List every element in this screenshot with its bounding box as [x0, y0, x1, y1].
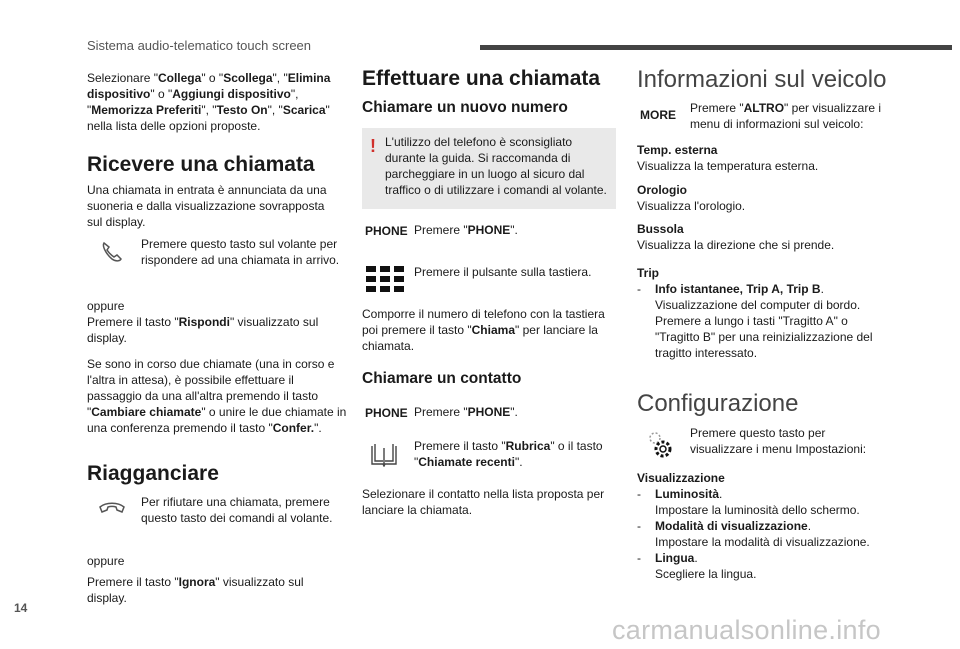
hangup-title: Riagganciare [87, 462, 219, 485]
answer-wheel-text: Premere questo tasto sul volante per rispondere ad una chiamata in arrivo. [141, 237, 340, 267]
warning-box [362, 128, 616, 209]
press-phone-text-2: Premere "PHONE". [414, 405, 518, 419]
rubrica-text: Premere il tasto "Rubrica" o il tasto "Chiamate recenti". [414, 439, 603, 469]
clock-title: Orologio [637, 183, 687, 197]
two-calls-text: Se sono in corso due chiamate (una in corso e l'altra in attesa), è possibile effettuare il passaggio da una all'altra premendo il tasto "Cambiare chiamate" o unire le due chiamate in una conferenza premendo il tasto "Confer.". [87, 357, 347, 435]
receive-call-text: Una chiamata in entrata è annunciata da una suoneria e dalla visualizzazione sovrapposta sul display. [87, 183, 327, 229]
compass-block [637, 221, 887, 253]
warning-icon: ! [370, 136, 376, 156]
make-call-title: Effettuare una chiamata [362, 67, 601, 90]
contact-subtitle: Chiamare un contatto [362, 370, 522, 387]
trip-title: Trip [637, 266, 660, 280]
warning-text: L'utilizzo del telefono è sconsigliato durante la guida. Si raccomanda di parcheggiare in un luogo al sicuro dal traffico o di utilizzare i comandi al volante. [385, 135, 607, 197]
hangup-icon [98, 500, 126, 518]
temp-title: Temp. esterna [637, 143, 718, 157]
press-phone-text: Premere "PHONE". [414, 223, 518, 237]
display-title: Visualizzazione [637, 471, 725, 485]
more-key-icon: MORE [640, 108, 676, 122]
vehicle-info-title: Informazioni sul veicolo [637, 66, 887, 93]
header-bar [480, 45, 952, 50]
running-header: Sistema audio-telematico touch screen [87, 38, 312, 53]
watermark: carmanualsonline.info [612, 615, 881, 645]
ignora-text: Premere il tasto "Ignora" visualizzato sul display. [87, 575, 304, 605]
new-number-subtitle: Chiamare un nuovo numero [362, 99, 568, 116]
rispondi-text: Premere il tasto "Rispondi" visualizzato sul display. [87, 315, 319, 345]
display-block [637, 470, 907, 582]
intro-paragraph: Selezionare "Collega" o "Scollega", "Elimina dispositivo" o "Aggiungi dispositivo", "Memorizza Preferiti", "Testo On", "Scarica" nella lista delle opzioni proposte. [87, 71, 331, 133]
oppure-label: oppure [87, 299, 125, 313]
display-item-language: - Lingua. Scegliere la lingua. [637, 551, 757, 581]
steering-wheel-answer-icon [100, 240, 124, 264]
address-book-icon [370, 443, 398, 467]
trip-item: - Info istantanee, Trip A, Trip B. Visualizzazione del computer di bordo. Premere a lungo i tasti "Tragitto A" o "Tragitto B" per una reinizializzazione del tragitto interessato. [637, 282, 873, 360]
altro-text: Premere "ALTRO" per visualizzare i menu di informazioni sul veicolo: [690, 101, 882, 131]
config-title: Configurazione [637, 390, 799, 417]
compass-title: Bussola [637, 222, 684, 236]
compass-text: Visualizza la direzione che si prende. [637, 238, 835, 252]
hangup-text: Per rifiutare una chiamata, premere questo tasto dei comandi al volante. [141, 495, 333, 525]
phone-key-icon-2: PHONE [365, 406, 408, 420]
compose-text: Comporre il numero di telefono con la tastiera poi premere il tasto "Chiama" per lanciare la chiamata. [362, 307, 605, 353]
page-number: 14 [14, 601, 28, 615]
clock-block [637, 182, 887, 214]
receive-call-title: Ricevere una chiamata [87, 153, 315, 176]
keypad-icon [366, 266, 404, 292]
settings-text: Premere questo tasto per visualizzare i menu Impostazioni: [690, 426, 867, 456]
oppure-label-2: oppure [87, 554, 125, 568]
clock-text: Visualizza l'orologio. [637, 199, 746, 213]
phone-key-icon: PHONE [365, 224, 408, 238]
keypad-text: Premere il pulsante sulla tastiera. [414, 265, 592, 279]
select-contact-text: Selezionare il contatto nella lista proposta per lanciare la chiamata. [362, 487, 605, 517]
temp-block [637, 142, 887, 174]
settings-gear-icon [645, 428, 675, 460]
display-item-mode: - Modalità di visualizzazione. Impostare la modalità di visualizzazione. [637, 519, 870, 549]
temp-text: Visualizza la temperatura esterna. [637, 159, 819, 173]
display-item-brightness: - Luminosità. Impostare la luminosità dello schermo. [637, 487, 860, 517]
trip-block [637, 265, 887, 361]
